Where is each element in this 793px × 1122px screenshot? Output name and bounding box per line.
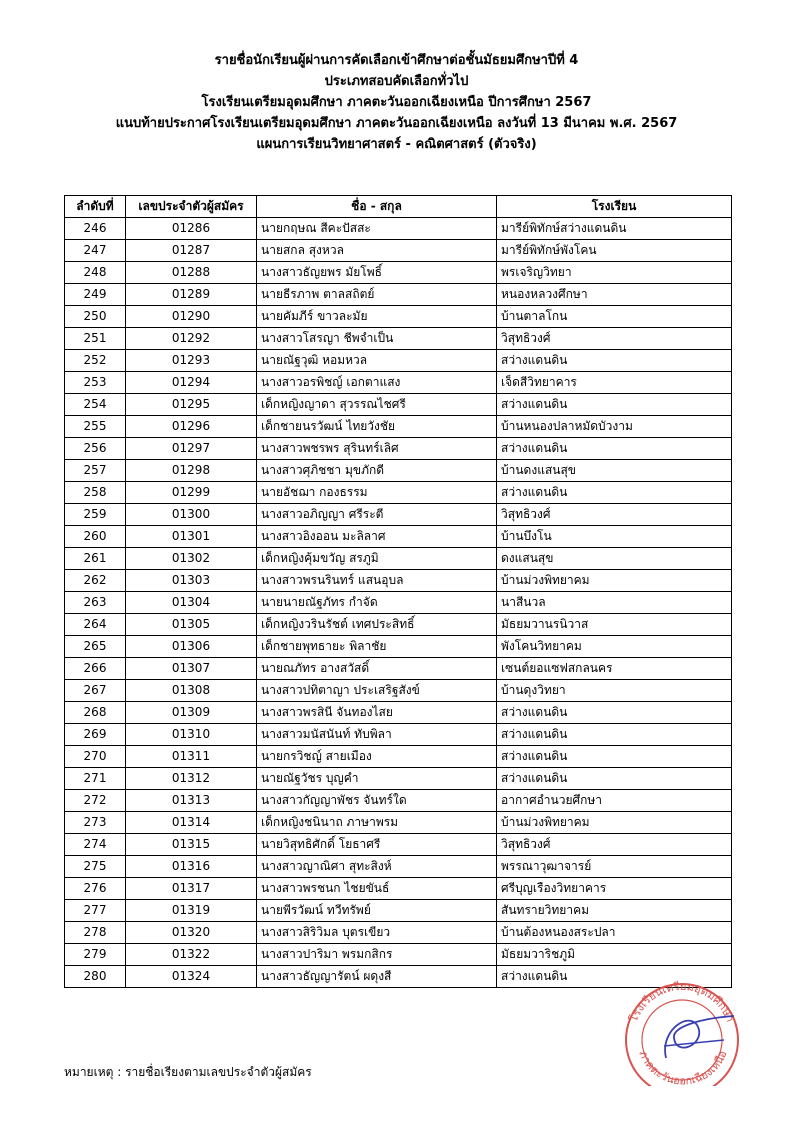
order-cell: 252 [65, 350, 126, 372]
order-cell: 261 [65, 548, 126, 570]
order-cell: 268 [65, 702, 126, 724]
table-row [65, 504, 732, 526]
school-cell: สันทรายวิทยาคม [497, 900, 732, 922]
student-name-cell: นายธีรภาพ ตาลสถิตย์ [257, 284, 497, 306]
applicant-id-cell: 01304 [126, 592, 257, 614]
table-row [65, 834, 732, 856]
school-cell: มัธยมวานรนิวาส [497, 614, 732, 636]
table-row [65, 350, 732, 372]
applicant-id-cell: 01302 [126, 548, 257, 570]
order-cell: 247 [65, 240, 126, 262]
table-row [65, 394, 732, 416]
table-row [65, 680, 732, 702]
table-row [65, 548, 732, 570]
order-cell: 269 [65, 724, 126, 746]
table-body [65, 218, 732, 988]
school-cell: มัธยมวาริชภูมิ [497, 944, 732, 966]
order-cell: 255 [65, 416, 126, 438]
school-cell: เซนต์ยอแซฟสกลนคร [497, 658, 732, 680]
table-row [65, 240, 732, 262]
student-list-table [64, 195, 732, 988]
student-name-cell: นายณัฐวุฒิ หอมหวล [257, 350, 497, 372]
order-cell: 265 [65, 636, 126, 658]
school-cell: สว่างแดนดิน [497, 966, 732, 988]
table-row [65, 702, 732, 724]
school-cell: ศรีบุญเรืองวิทยาคาร [497, 878, 732, 900]
applicant-id-cell: 01298 [126, 460, 257, 482]
order-cell: 278 [65, 922, 126, 944]
applicant-id-cell: 01289 [126, 284, 257, 306]
student-name-cell: เด็กชายนรวัฒน์ ไทยวังชัย [257, 416, 497, 438]
table-row [65, 284, 732, 306]
heading-line-4: แนบท้ายประกาศโรงเรียนเตรียมอุดมศึกษา ภาคตะวันออกเฉียงเหนือ ลงวันที่ 13 มีนาคม พ.ศ. 2567 [115, 116, 678, 131]
column-header-applicant-id: เลขประจำตัวผู้สมัคร [126, 196, 257, 218]
school-cell: บ้านบึงโน [497, 526, 732, 548]
table-row [65, 746, 732, 768]
order-cell: 248 [65, 262, 126, 284]
student-name-cell: นางสาวพรสินี จันทองไสย [257, 702, 497, 724]
order-cell: 253 [65, 372, 126, 394]
school-cell: ดงแสนสุข [497, 548, 732, 570]
school-cell: สว่างแดนดิน [497, 768, 732, 790]
table-row [65, 438, 732, 460]
order-cell: 273 [65, 812, 126, 834]
order-cell: 264 [65, 614, 126, 636]
school-cell: หนองหลวงศึกษา [497, 284, 732, 306]
heading-line-2: ประเภทสอบคัดเลือกทั่วไป [324, 74, 469, 89]
applicant-id-cell: 01324 [126, 966, 257, 988]
student-name-cell: นางสาวอิงออน มะลิลาศ [257, 526, 497, 548]
school-cell: บ้านดงแสนสุข [497, 460, 732, 482]
seal-text-top: โรงเรียนเตรียมอุดมศึกษา [627, 979, 737, 1024]
table-row [65, 944, 732, 966]
applicant-id-cell: 01309 [126, 702, 257, 724]
student-name-cell: นางสาวพรชนก ไชยขันธ์ [257, 878, 497, 900]
applicant-id-cell: 01307 [126, 658, 257, 680]
student-name-cell: นางสาวสิริวิมล บุตรเขียว [257, 922, 497, 944]
order-cell: 250 [65, 306, 126, 328]
applicant-id-cell: 01310 [126, 724, 257, 746]
applicant-id-cell: 01292 [126, 328, 257, 350]
table-row [65, 790, 732, 812]
school-cell: บ้านม่วงพิทยาคม [497, 570, 732, 592]
student-name-cell: นายวิสุทธิศักดิ์ โยธาศรี [257, 834, 497, 856]
order-cell: 259 [65, 504, 126, 526]
applicant-id-cell: 01293 [126, 350, 257, 372]
column-header-school: โรงเรียน [497, 196, 732, 218]
table-row [65, 262, 732, 284]
table-row [65, 636, 732, 658]
table-row [65, 328, 732, 350]
school-cell: วิสุทธิวงศ์ [497, 328, 732, 350]
student-name-cell: นางสาวอภิญญา ศรีระตี [257, 504, 497, 526]
applicant-id-cell: 01314 [126, 812, 257, 834]
table-row [65, 218, 732, 240]
seal-outer-ring [626, 984, 738, 1086]
column-header-order: ลำดับที่ [65, 196, 126, 218]
student-name-cell: นางสาวญาณิศา สุทะสิงห์ [257, 856, 497, 878]
school-cell: พรเจริญวิทยา [497, 262, 732, 284]
order-cell: 254 [65, 394, 126, 416]
school-cell: สว่างแดนดิน [497, 724, 732, 746]
table-row [65, 306, 732, 328]
applicant-id-cell: 01320 [126, 922, 257, 944]
order-cell: 267 [65, 680, 126, 702]
student-name-cell: เด็กชายพุทธายะ พิลาชัย [257, 636, 497, 658]
student-name-cell: นายคัมภีร์ ขาวละมัย [257, 306, 497, 328]
student-name-cell: นายกรวิชญ์ สายเมือง [257, 746, 497, 768]
applicant-id-cell: 01315 [126, 834, 257, 856]
table-row [65, 878, 732, 900]
table-row [65, 372, 732, 394]
table-row [65, 526, 732, 548]
school-cell: สว่างแดนดิน [497, 438, 732, 460]
applicant-id-cell: 01299 [126, 482, 257, 504]
order-cell: 280 [65, 966, 126, 988]
school-cell: สว่างแดนดิน [497, 394, 732, 416]
heading-line-5: แผนการเรียนวิทยาศาสตร์ - คณิตศาสตร์ (ตัวจริง) [256, 137, 537, 152]
school-cell: อากาศอำนวยศึกษา [497, 790, 732, 812]
applicant-id-cell: 01316 [126, 856, 257, 878]
school-cell: พรรณาวุฒาจารย์ [497, 856, 732, 878]
order-cell: 274 [65, 834, 126, 856]
school-cell: มารีย์พิทักษ์พังโคน [497, 240, 732, 262]
school-cell: สว่างแดนดิน [497, 746, 732, 768]
column-header-name: ชื่อ - สกุล [257, 196, 497, 218]
table-row [65, 592, 732, 614]
applicant-id-cell: 01305 [126, 614, 257, 636]
school-cell: วิสุทธิวงศ์ [497, 504, 732, 526]
footnote: หมายเหตุ : รายชื่อเรียงตามเลขประจำตัวผู้สมัคร [64, 1065, 312, 1079]
student-name-cell: นายสกล สุงหวล [257, 240, 497, 262]
applicant-id-cell: 01288 [126, 262, 257, 284]
applicant-id-cell: 01301 [126, 526, 257, 548]
student-name-cell: นางสาวโสรญา ชีพจำเป็น [257, 328, 497, 350]
table-row [65, 900, 732, 922]
student-name-cell: เด็กหญิงชนินาถ ภาษาพรม [257, 812, 497, 834]
school-cell: บ้านดุงวิทยา [497, 680, 732, 702]
applicant-id-cell: 01312 [126, 768, 257, 790]
applicant-id-cell: 01311 [126, 746, 257, 768]
student-name-cell: เด็กหญิงคุ้มขวัญ สรภูมิ [257, 548, 497, 570]
table-row [65, 768, 732, 790]
table-row [65, 724, 732, 746]
table-header-row [65, 196, 732, 218]
table-row [65, 570, 732, 592]
student-name-cell: นางสาวพรนรินทร์ แสนอุบล [257, 570, 497, 592]
student-name-cell: เด็กหญิงวรินรัชต์ เทศประสิทธิ์ [257, 614, 497, 636]
applicant-id-cell: 01313 [126, 790, 257, 812]
order-cell: 249 [65, 284, 126, 306]
heading-line-1: รายชื่อนักเรียนผู้ผ่านการคัดเลือกเข้าศึกษาต่อชั้นมัธยมศึกษาปีที่ 4 [214, 53, 579, 68]
order-cell: 262 [65, 570, 126, 592]
table-row [65, 812, 732, 834]
order-cell: 270 [65, 746, 126, 768]
school-cell: มารีย์พิทักษ์สว่างแดนดิน [497, 218, 732, 240]
order-cell: 263 [65, 592, 126, 614]
student-name-cell: นายณภัทร อางสวัสดิ์ [257, 658, 497, 680]
document-heading [0, 50, 793, 155]
table-row [65, 482, 732, 504]
student-name-cell: นางสาวกัญญาพัชร จันทร์ใด [257, 790, 497, 812]
applicant-id-cell: 01297 [126, 438, 257, 460]
order-cell: 258 [65, 482, 126, 504]
student-name-cell: นางสาวศุภิชชา มุขภักดี [257, 460, 497, 482]
order-cell: 246 [65, 218, 126, 240]
student-name-cell: นายนายณัฐภัทร กำจัด [257, 592, 497, 614]
student-name-cell: นายณัฐวัชร บุญคำ [257, 768, 497, 790]
table-row [65, 614, 732, 636]
school-cell: สว่างแดนดิน [497, 350, 732, 372]
student-name-cell: นางสาวพชรพร สุรินทร์เลิศ [257, 438, 497, 460]
order-cell: 266 [65, 658, 126, 680]
order-cell: 277 [65, 900, 126, 922]
applicant-id-cell: 01303 [126, 570, 257, 592]
student-name-cell: นางสาวมนัสนันท์ ทับพิลา [257, 724, 497, 746]
school-cell: พังโคนวิทยาคม [497, 636, 732, 658]
order-cell: 260 [65, 526, 126, 548]
applicant-id-cell: 01296 [126, 416, 257, 438]
order-cell: 271 [65, 768, 126, 790]
signature-stroke [664, 1040, 724, 1046]
school-cell: นาสีนวล [497, 592, 732, 614]
applicant-id-cell: 01319 [126, 900, 257, 922]
table-row [65, 460, 732, 482]
school-cell: สว่างแดนดิน [497, 702, 732, 724]
school-cell: บ้านม่วงพิทยาคม [497, 812, 732, 834]
table-row [65, 658, 732, 680]
student-name-cell: นางสาวปาริมา พรมกสิกร [257, 944, 497, 966]
table-row [65, 922, 732, 944]
applicant-id-cell: 01317 [126, 878, 257, 900]
seal-text-bottom: ภาคตะวันออกเฉียงเหนือ [636, 1048, 730, 1086]
student-name-cell: นางสาวธัญยพร มัยโพธิ์ [257, 262, 497, 284]
table-row [65, 856, 732, 878]
student-name-cell: นายกฤษณ สีคะปัสสะ [257, 218, 497, 240]
applicant-id-cell: 01322 [126, 944, 257, 966]
student-name-cell: นางสาวธัญญารัตน์ ผดุงสี [257, 966, 497, 988]
applicant-id-cell: 01287 [126, 240, 257, 262]
school-cell: วิสุทธิวงศ์ [497, 834, 732, 856]
school-cell: บ้านหนองปลาหมัดบัวงาม [497, 416, 732, 438]
heading-line-3: โรงเรียนเตรียมอุดมศึกษา ภาคตะวันออกเฉียงเหนือ ปีการศึกษา 2567 [201, 95, 592, 110]
signature-scribble [665, 1016, 734, 1058]
school-cell: สว่างแดนดิน [497, 482, 732, 504]
school-cell: บ้านตาลโกน [497, 306, 732, 328]
student-name-cell: เด็กหญิงญาดา สุวรรณไชศรี [257, 394, 497, 416]
table-row [65, 416, 732, 438]
school-cell: เจ็ดสีวิทยาคาร [497, 372, 732, 394]
school-cell: บ้านต้องหนองสระปลา [497, 922, 732, 944]
order-cell: 251 [65, 328, 126, 350]
applicant-id-cell: 01290 [126, 306, 257, 328]
student-name-cell: นางสาวปทิตาญา ประเสริฐสังข์ [257, 680, 497, 702]
order-cell: 256 [65, 438, 126, 460]
table-row [65, 966, 732, 988]
student-name-cell: นายพีรวัฒน์ ทวีทรัพย์ [257, 900, 497, 922]
student-name-cell: นายอัชฌา กองธรรม [257, 482, 497, 504]
order-cell: 276 [65, 878, 126, 900]
order-cell: 279 [65, 944, 126, 966]
applicant-id-cell: 01295 [126, 394, 257, 416]
order-cell: 275 [65, 856, 126, 878]
applicant-id-cell: 01286 [126, 218, 257, 240]
order-cell: 272 [65, 790, 126, 812]
order-cell: 257 [65, 460, 126, 482]
applicant-id-cell: 01300 [126, 504, 257, 526]
student-name-cell: นางสาวอรพิชญ์ เอกตาแสง [257, 372, 497, 394]
seal-inner-ring [642, 1000, 722, 1080]
applicant-id-cell: 01308 [126, 680, 257, 702]
applicant-id-cell: 01294 [126, 372, 257, 394]
applicant-id-cell: 01306 [126, 636, 257, 658]
